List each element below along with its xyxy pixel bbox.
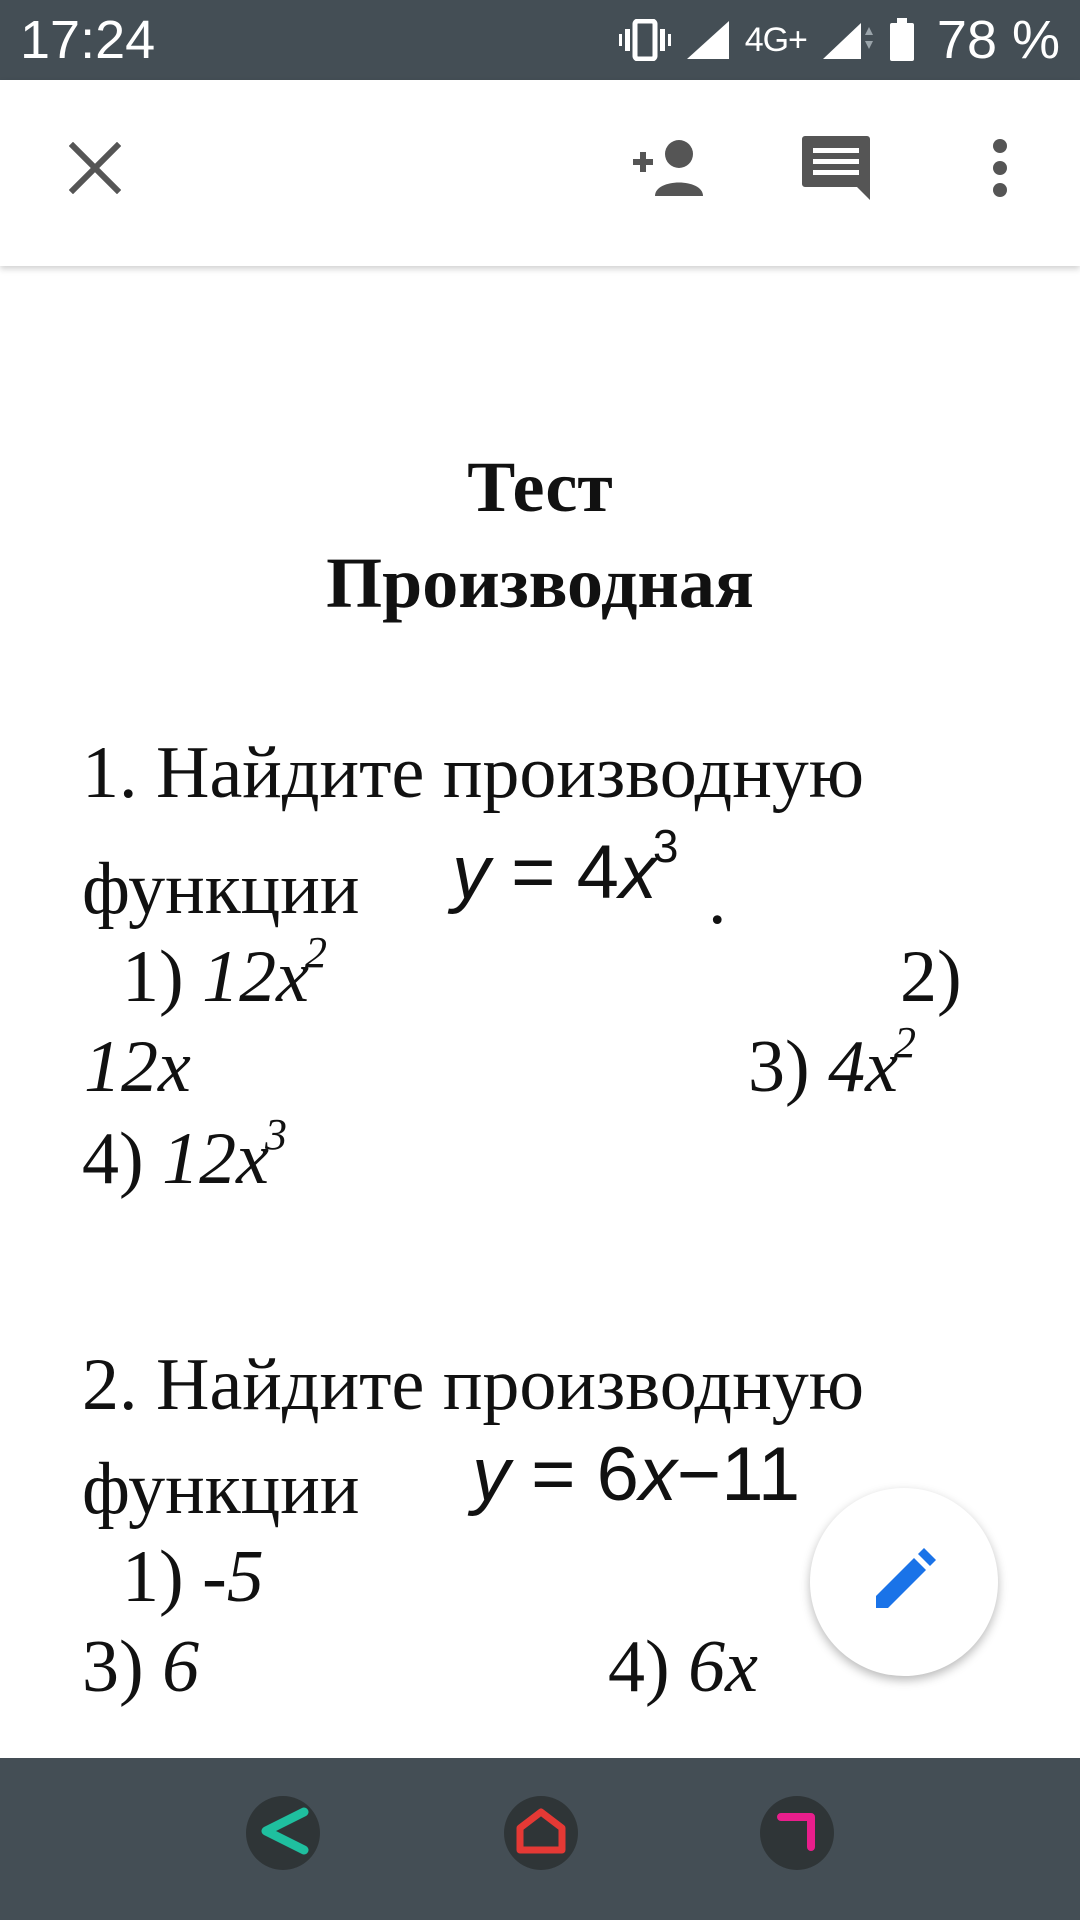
q2-answer-4-num: 4) xyxy=(608,1626,670,1708)
document-title-line-2: Производная xyxy=(326,543,754,623)
home-button[interactable] xyxy=(504,1796,578,1870)
q1-answer-1 xyxy=(122,928,328,1032)
signal-icon xyxy=(685,19,731,61)
q1-answer-3-exp: 2 xyxy=(894,1018,917,1067)
home-icon xyxy=(516,1808,566,1859)
q1-formula-var: x xyxy=(618,830,657,915)
q1-answer-4-exp: 3 xyxy=(265,1110,288,1159)
recents-icon xyxy=(775,1809,819,1858)
close-icon xyxy=(69,142,121,199)
q1-answer-3-num: 3) xyxy=(748,1026,810,1108)
q2-prompt-cont: функции xyxy=(82,1448,360,1530)
q1-answer-4 xyxy=(82,1110,288,1214)
battery-level: 78 % xyxy=(936,10,1060,70)
q2-formula-eq: = 6 xyxy=(510,1432,639,1517)
status-icons xyxy=(619,8,1060,72)
q1-answer-2-num: 2) xyxy=(900,936,962,1018)
status-time: 17:24 xyxy=(20,10,156,70)
close-button[interactable] xyxy=(55,130,135,210)
q1-formula-lhs: y xyxy=(452,830,490,915)
q2-answer-4 xyxy=(608,1622,758,1712)
q2-formula-rest: −11 xyxy=(676,1432,801,1517)
back-button[interactable] xyxy=(246,1796,320,1870)
q2-answer-3 xyxy=(82,1622,199,1712)
comment-button[interactable] xyxy=(796,130,876,210)
back-icon xyxy=(256,1806,310,1861)
q1-answer-3-val: 4x xyxy=(828,1026,899,1108)
recents-button[interactable] xyxy=(760,1796,834,1870)
q1-formula xyxy=(452,820,679,927)
q1-answer-1-exp: 2 xyxy=(305,928,328,977)
q1-prompt: 1. Найдите производную xyxy=(82,732,865,814)
q1-answer-1-val: 12x xyxy=(202,936,310,1018)
network-type: 4G+ xyxy=(744,20,807,59)
add-person-button[interactable] xyxy=(628,130,718,210)
pencil-icon xyxy=(872,1548,936,1617)
more-options-button[interactable] xyxy=(970,130,1030,210)
q1-answer-4-val: 12x xyxy=(162,1118,270,1200)
q2-answer-1-num: 1) xyxy=(122,1536,184,1618)
q2-formula xyxy=(472,1430,800,1520)
q2-formula-lhs: y xyxy=(472,1432,510,1517)
q2-answer-3-num: 3) xyxy=(82,1626,144,1708)
navigation-bar xyxy=(0,1758,1080,1920)
q1-formula-eq: = 4 xyxy=(490,830,619,915)
q1-answer-4-num: 4) xyxy=(82,1118,144,1200)
q1-answer-2-val: 12x xyxy=(84,1026,191,1108)
add-person-icon xyxy=(633,138,713,203)
q1-answer-3 xyxy=(748,1018,917,1122)
edit-fab-button[interactable] xyxy=(810,1488,998,1676)
status-bar xyxy=(0,0,1080,80)
more-vert-icon xyxy=(990,138,1010,203)
q2-formula-var: x xyxy=(638,1432,677,1517)
q1-answer-1-num: 1) xyxy=(122,936,184,1018)
q2-prompt: 2. Найдите производную xyxy=(82,1344,865,1426)
app-bar xyxy=(0,80,1080,266)
comment-icon xyxy=(801,134,871,207)
q2-answer-1-val: -5 xyxy=(202,1536,264,1618)
q2-answer-3-val: 6 xyxy=(162,1626,200,1708)
q2-answer-1 xyxy=(122,1532,264,1622)
document-title-line-1: Тест xyxy=(467,447,613,527)
q1-prompt-cont: функции xyxy=(82,848,360,930)
vibrate-icon xyxy=(619,19,671,61)
q2-answer-4-val: 6x xyxy=(688,1626,759,1708)
q1-formula-exp: 3 xyxy=(652,820,679,872)
signal-icon-2 xyxy=(821,19,875,61)
q1-period: . xyxy=(708,858,727,940)
battery-icon xyxy=(889,18,915,62)
